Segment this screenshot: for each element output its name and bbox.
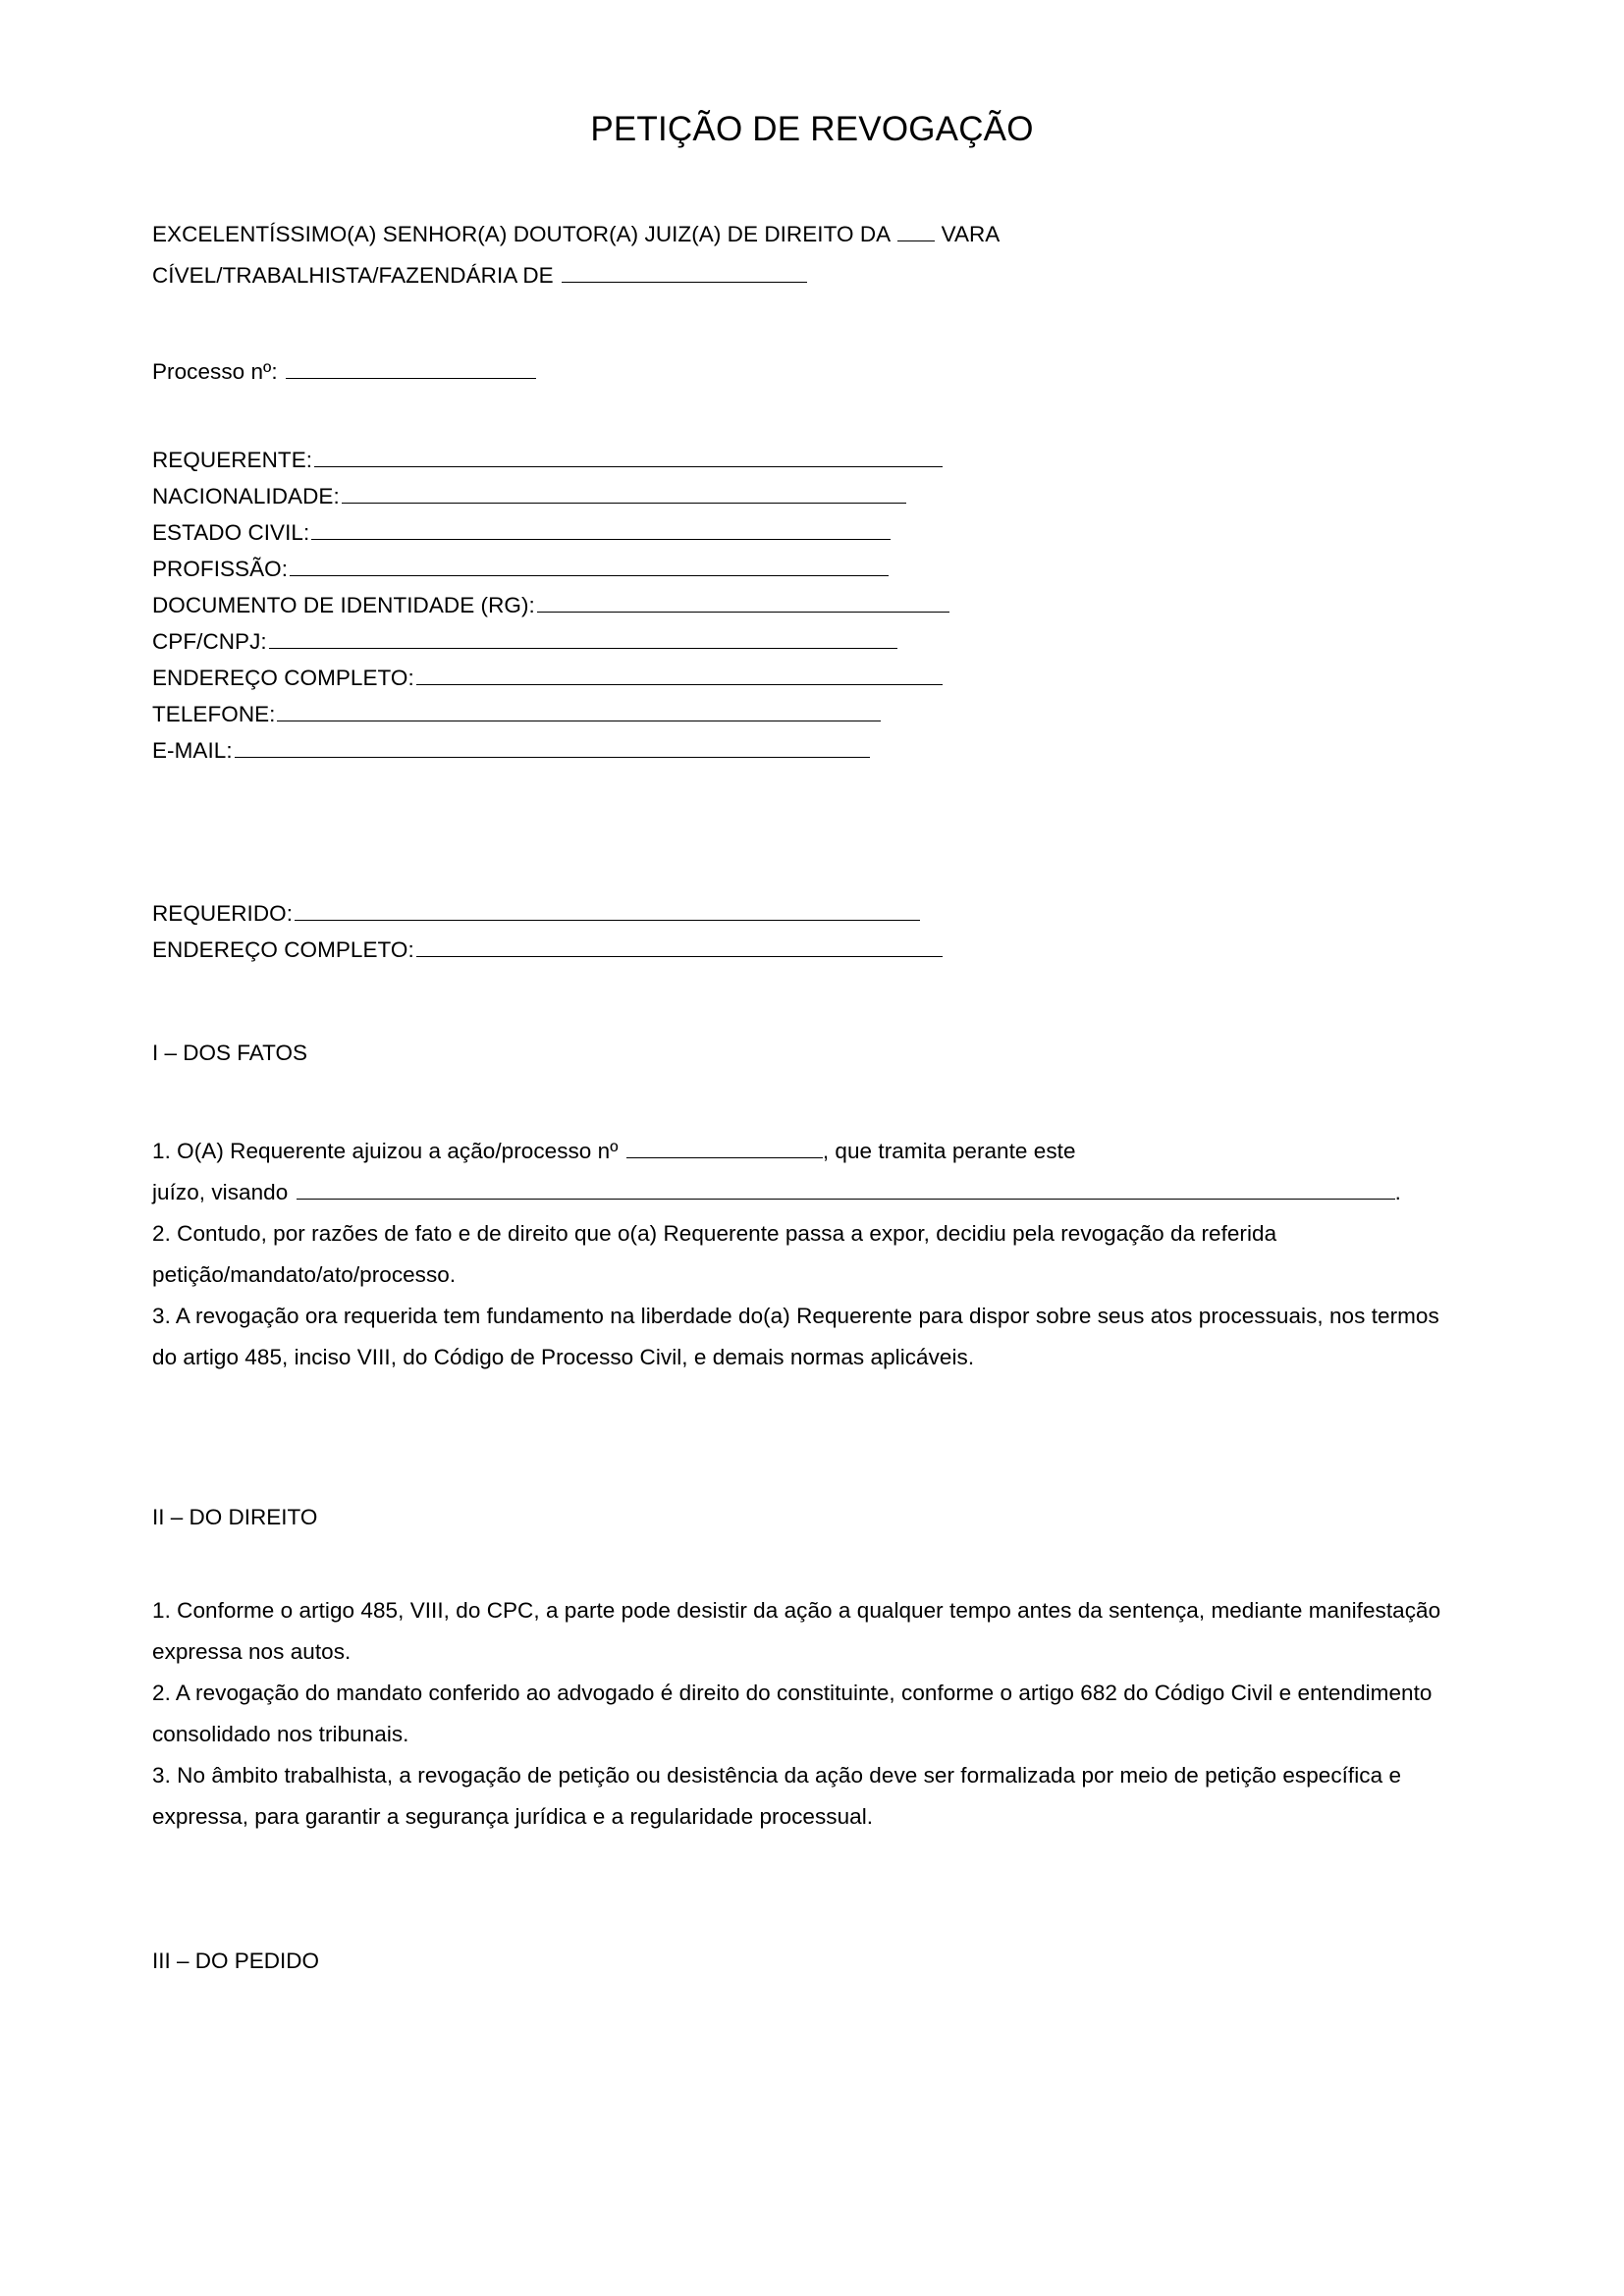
field-row-endereco-completo (152, 660, 1468, 696)
field-row-nacionalidade (152, 478, 1468, 514)
vara-number-blank[interactable] (897, 223, 935, 241)
field-row-cpf-cnpj (152, 623, 1468, 660)
addressing-line-1 (152, 214, 1468, 255)
fatos-item-2: 2. Contudo, por razões de fato e de direito que o(a) Requerente passa a expor, decidiu pela revogação da referida petição/mandato/ato/processo. (152, 1221, 1277, 1287)
field-label-profissao: PROFISSÃO: (152, 557, 289, 581)
section-heading-fatos: I – DOS FATOS (152, 1041, 307, 1065)
fatos-item-1-line-2 (152, 1172, 1468, 1213)
section-heading-direito-wrapper (152, 1497, 1468, 1538)
field-blank-requerido-endereco[interactable] (416, 938, 943, 957)
field-blank-cpf-cnpj[interactable] (269, 630, 897, 649)
section-heading-fatos-wrapper (152, 1033, 1468, 1074)
section-body-fatos (152, 1131, 1468, 1378)
field-label-requerente: REQUERENTE: (152, 448, 313, 472)
field-blank-nacionalidade[interactable] (342, 485, 906, 504)
field-label-telefone: TELEFONE: (152, 702, 276, 726)
fatos-item-3: 3. A revogação ora requerida tem fundamento na liberdade do(a) Requerente para dispor sobre seus atos processuais, nos termos do artigo 485, inciso VIII, do Código de Processo Civil, e demais normas aplicáveis. (152, 1304, 1439, 1369)
process-number-line (152, 351, 1468, 393)
direito-item-2: 2. A revogação do mandato conferido ao advogado é direito do constituinte, conforme o artigo 682 do Código Civil e entendimento consolidado nos tribunais. (152, 1681, 1433, 1746)
field-blank-estado-civil[interactable] (311, 521, 891, 540)
field-blank-email[interactable] (235, 739, 870, 758)
field-blank-endereco-completo[interactable] (416, 667, 943, 685)
field-label-email: E-MAIL: (152, 738, 233, 763)
page-title: PETIÇÃO DE REVOGAÇÃO (590, 110, 1034, 148)
section-body-direito (152, 1590, 1468, 1838)
fatos-item-1-text-b: , que tramita perante este (822, 1139, 1076, 1163)
field-row-email (152, 732, 1468, 769)
field-label-documento-identidade: DOCUMENTO DE IDENTIDADE (RG): (152, 593, 535, 617)
field-label-cpf-cnpj: CPF/CNPJ: (152, 629, 267, 654)
field-blank-requerido[interactable] (295, 902, 920, 921)
addressing-line-2-text: CÍVEL/TRABALHISTA/FAZENDÁRIA DE (152, 263, 554, 288)
requerido-fields-block (152, 895, 1468, 968)
field-blank-documento-identidade[interactable] (537, 594, 949, 613)
vara-comarca-blank[interactable] (562, 264, 807, 283)
field-blank-profissao[interactable] (290, 558, 889, 576)
direito-item-3: 3. No âmbito trabalhista, a revogação de petição ou desistência da ação deve ser formalizada por meio de petição específica e expressa, para garantir a segurança jurídica e a regularidade processual. (152, 1763, 1402, 1829)
fatos-item-1-text-d: . (1394, 1180, 1401, 1204)
section-heading-pedido: III – DO PEDIDO (152, 1949, 320, 1973)
field-row-requerente (152, 442, 1468, 478)
addressing-block (152, 214, 1468, 296)
direito-item-1: 1. Conforme o artigo 485, VIII, do CPC, a parte pode desistir da ação a qualquer tempo antes da sentença, mediante manifestação expressa nos autos. (152, 1598, 1441, 1664)
requerente-fields-block (152, 442, 1468, 769)
field-blank-telefone[interactable] (277, 703, 881, 721)
process-number-blank[interactable] (286, 360, 536, 379)
field-row-estado-civil (152, 514, 1468, 551)
field-row-telefone (152, 696, 1468, 732)
section-heading-pedido-wrapper (152, 1941, 1468, 1982)
fatos-item-1-text-a: 1. O(A) Requerente ajuizou a ação/processo nº (152, 1139, 619, 1163)
field-row-documento-identidade (152, 587, 1468, 623)
fatos-item-1-line-1 (152, 1131, 1468, 1172)
field-row-requerido-endereco (152, 932, 1468, 968)
field-label-endereco-completo: ENDEREÇO COMPLETO: (152, 666, 414, 690)
fatos-process-number-blank[interactable] (626, 1140, 823, 1158)
fatos-item-1-text-c: juízo, visando (152, 1180, 289, 1204)
section-heading-direito: II – DO DIREITO (152, 1505, 318, 1529)
field-label-requerido: REQUERIDO: (152, 901, 294, 926)
addressing-line-2 (152, 255, 1468, 296)
process-number-block (152, 351, 1468, 393)
field-row-requerido (152, 895, 1468, 932)
addressing-line-1-text: EXCELENTÍSSIMO(A) SENHOR(A) DOUTOR(A) JUIZ(A) DE DIREITO DA (152, 222, 890, 246)
field-label-nacionalidade: NACIONALIDADE: (152, 484, 340, 508)
fatos-visando-blank[interactable] (297, 1181, 1395, 1200)
field-blank-requerente[interactable] (314, 449, 943, 467)
process-number-label: Processo nº: (152, 359, 278, 384)
field-row-profissao (152, 551, 1468, 587)
addressing-line-1-suffix: VARA (941, 222, 1001, 246)
field-label-estado-civil: ESTADO CIVIL: (152, 520, 310, 545)
field-label-requerido-endereco: ENDEREÇO COMPLETO: (152, 937, 414, 962)
